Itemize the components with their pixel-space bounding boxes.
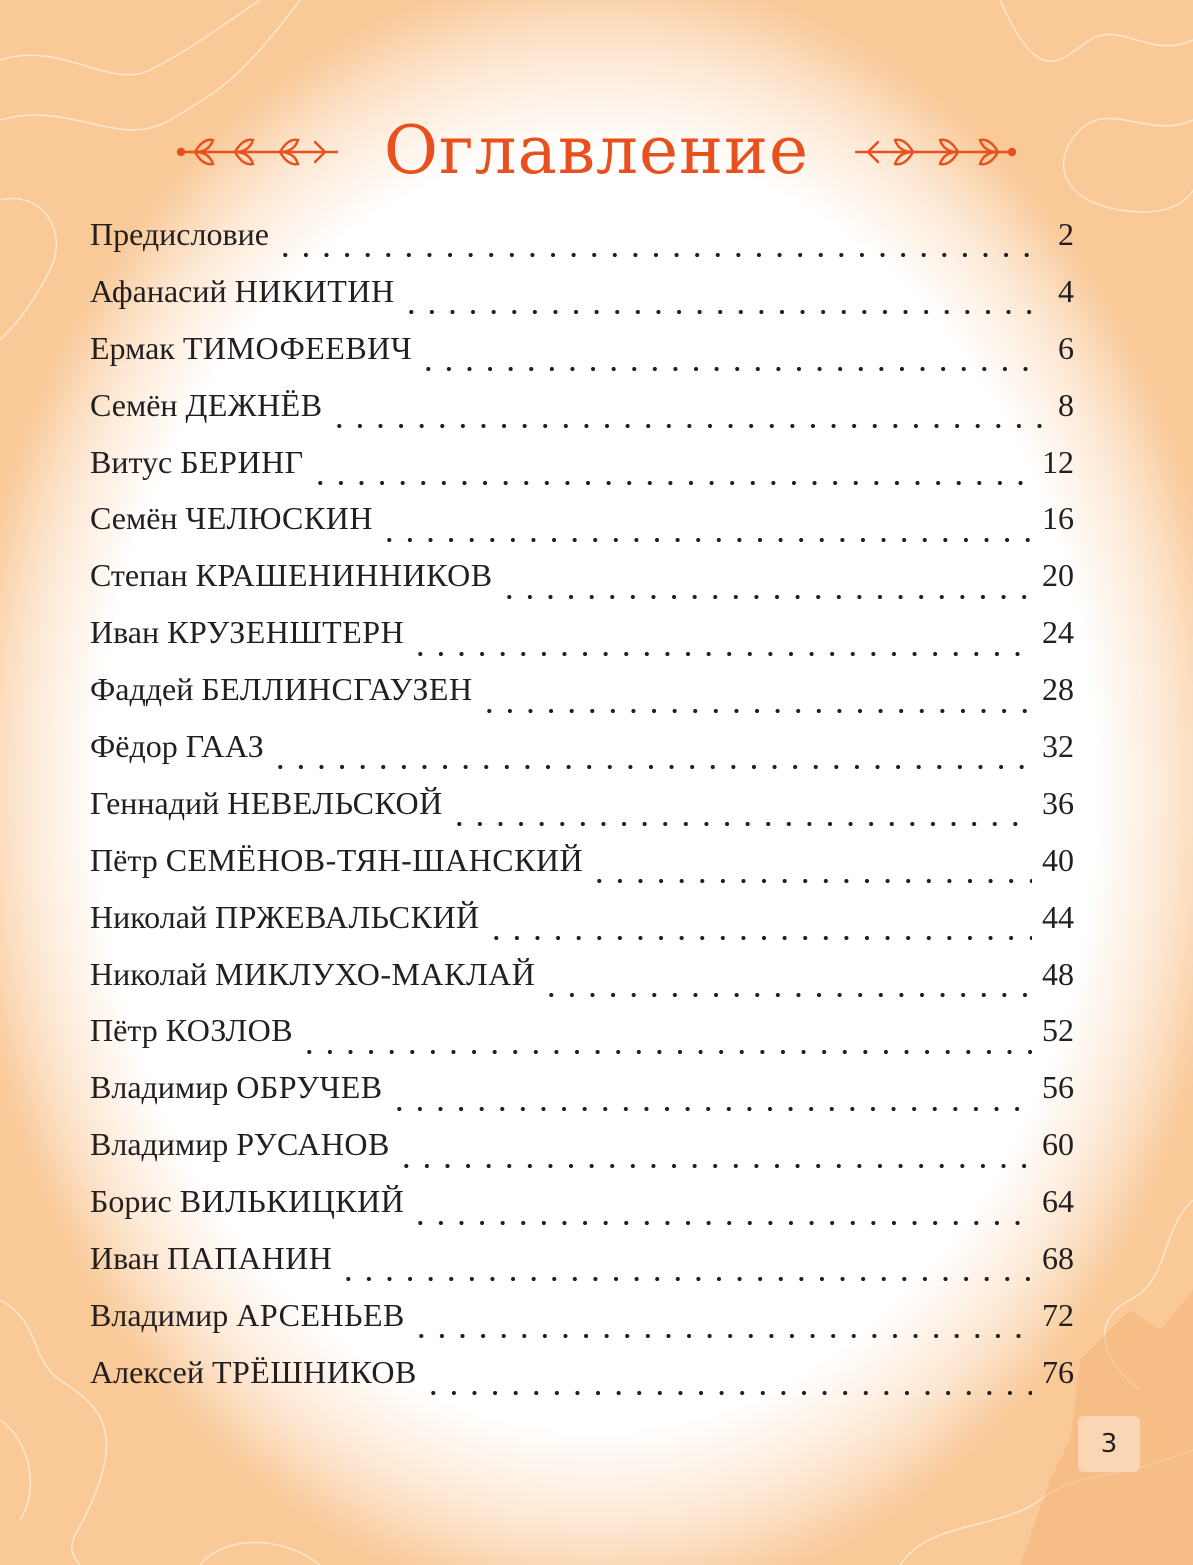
page-number: 3 (1100, 1429, 1118, 1459)
toc-entry-title: Борис ВИЛЬКИЦКИЙ (90, 1183, 405, 1220)
toc-entry[interactable] (90, 1240, 1074, 1297)
toc-entry-page: 6 (1058, 329, 1074, 366)
toc-entry-title: Фёдор ГААЗ (90, 728, 265, 765)
toc-entry-page: 56 (1042, 1069, 1074, 1106)
toc-entry-title: Владимир ОБРУЧЕВ (90, 1069, 383, 1106)
toc-entry-title: Николай ПРЖЕВАЛЬСКИЙ (90, 898, 480, 935)
ornament-left-icon (175, 130, 340, 170)
dot-leader (401, 310, 1044, 314)
heading (0, 100, 1193, 200)
toc-entry-page: 76 (1042, 1353, 1074, 1390)
dot-leader (423, 1391, 1032, 1395)
toc-entry-title: Витус БЕРИНГ (90, 443, 304, 480)
toc-entry[interactable] (90, 1297, 1074, 1354)
toc-entry-title: Фаддей БЕЛЛИНСГАУЗЕН (90, 671, 473, 708)
toc-entry[interactable] (90, 1126, 1074, 1183)
dot-leader (338, 1277, 1032, 1281)
toc-entry-page: 2 (1058, 216, 1074, 252)
dot-leader (389, 1107, 1032, 1111)
toc-entry[interactable] (90, 557, 1074, 614)
toc-entry-title: Афанасий НИКИТИН (90, 272, 395, 309)
dot-leader (329, 424, 1044, 428)
toc-entry[interactable] (90, 216, 1074, 273)
dot-leader (410, 652, 1032, 656)
toc-entry-page: 60 (1042, 1126, 1074, 1163)
toc-entry-title: Владимир АРСЕНЬЕВ (90, 1296, 405, 1333)
dot-leader (396, 1164, 1032, 1168)
toc-entry-page: 64 (1042, 1183, 1074, 1220)
toc-entry-title: Алексей ТРЁШНИКОВ (90, 1353, 417, 1390)
toc-entry-title: Владимир РУСАНОВ (90, 1126, 390, 1163)
dot-leader (541, 993, 1032, 997)
dot-leader (499, 595, 1032, 599)
dot-leader (379, 538, 1032, 542)
toc-entry[interactable] (90, 1012, 1074, 1069)
toc-entry-title: Пётр СЕМЁНОВ-ТЯН-ШАНСКИЙ (90, 841, 584, 878)
dot-leader (299, 1050, 1032, 1054)
toc-entry[interactable] (90, 671, 1074, 728)
toc-entry-page: 20 (1042, 557, 1074, 594)
dot-leader (275, 253, 1044, 257)
dot-leader (486, 936, 1032, 940)
toc-entry-page: 24 (1042, 614, 1074, 651)
toc-entry-page: 28 (1042, 671, 1074, 708)
toc-entry-page: 48 (1042, 955, 1074, 992)
toc-entry-title: Николай МИКЛУХО-МАКЛАЙ (90, 955, 536, 992)
toc-entry-page: 8 (1058, 386, 1074, 423)
dot-leader (310, 481, 1032, 485)
toc-entry[interactable] (90, 842, 1074, 899)
toc-entry-title: Иван КРУЗЕНШТЕРН (90, 614, 405, 651)
table-of-contents (90, 216, 1074, 1411)
toc-entry[interactable] (90, 273, 1074, 330)
dot-leader (589, 879, 1032, 883)
page-number-badge (1078, 1416, 1140, 1472)
toc-entry[interactable] (90, 387, 1074, 444)
toc-entry-page: 44 (1042, 898, 1074, 935)
toc-entry-page: 36 (1042, 784, 1074, 821)
toc-entry-page: 12 (1042, 443, 1074, 480)
ornament-right-icon (853, 130, 1018, 170)
dot-leader (449, 822, 1032, 826)
toc-entry-title: Семён ЧЕЛЮСКИН (90, 500, 373, 537)
toc-entry[interactable] (90, 728, 1074, 785)
dot-leader (410, 1221, 1032, 1225)
toc-entry-page: 40 (1042, 841, 1074, 878)
toc-entry-title: Степан КРАШЕНИННИКОВ (90, 557, 493, 594)
toc-entry-page: 16 (1042, 500, 1074, 537)
toc-entry-title: Предисловие (90, 216, 269, 252)
toc-entry-title: Ермак ТИМОФЕЕВИЧ (90, 329, 413, 366)
toc-entry[interactable] (90, 956, 1074, 1013)
toc-entry[interactable] (90, 785, 1074, 842)
toc-entry[interactable] (90, 899, 1074, 956)
toc-entry-page: 52 (1042, 1012, 1074, 1049)
toc-entry-page: 68 (1042, 1240, 1074, 1277)
toc-entry-title: Иван ПАПАНИН (90, 1240, 333, 1277)
toc-entry[interactable] (90, 444, 1074, 501)
toc-entry-page: 72 (1042, 1296, 1074, 1333)
toc-entry-title: Пётр КОЗЛОВ (90, 1012, 294, 1049)
toc-entry-page: 4 (1058, 272, 1074, 309)
toc-entry[interactable] (90, 1183, 1074, 1240)
toc-entry[interactable] (90, 500, 1074, 557)
dot-leader (270, 765, 1032, 769)
dot-leader (411, 1334, 1032, 1338)
page-title: Оглавление (383, 111, 810, 189)
dot-leader (479, 709, 1032, 713)
toc-entry[interactable] (90, 1354, 1074, 1411)
dot-leader (418, 367, 1044, 371)
toc-entry-page: 32 (1042, 728, 1074, 765)
toc-entry[interactable] (90, 330, 1074, 387)
toc-entry-title: Семён ДЕЖНЁВ (90, 386, 323, 423)
toc-entry[interactable] (90, 1069, 1074, 1126)
toc-entry-title: Геннадий НЕВЕЛЬСКОЙ (90, 784, 443, 821)
toc-entry[interactable] (90, 614, 1074, 671)
